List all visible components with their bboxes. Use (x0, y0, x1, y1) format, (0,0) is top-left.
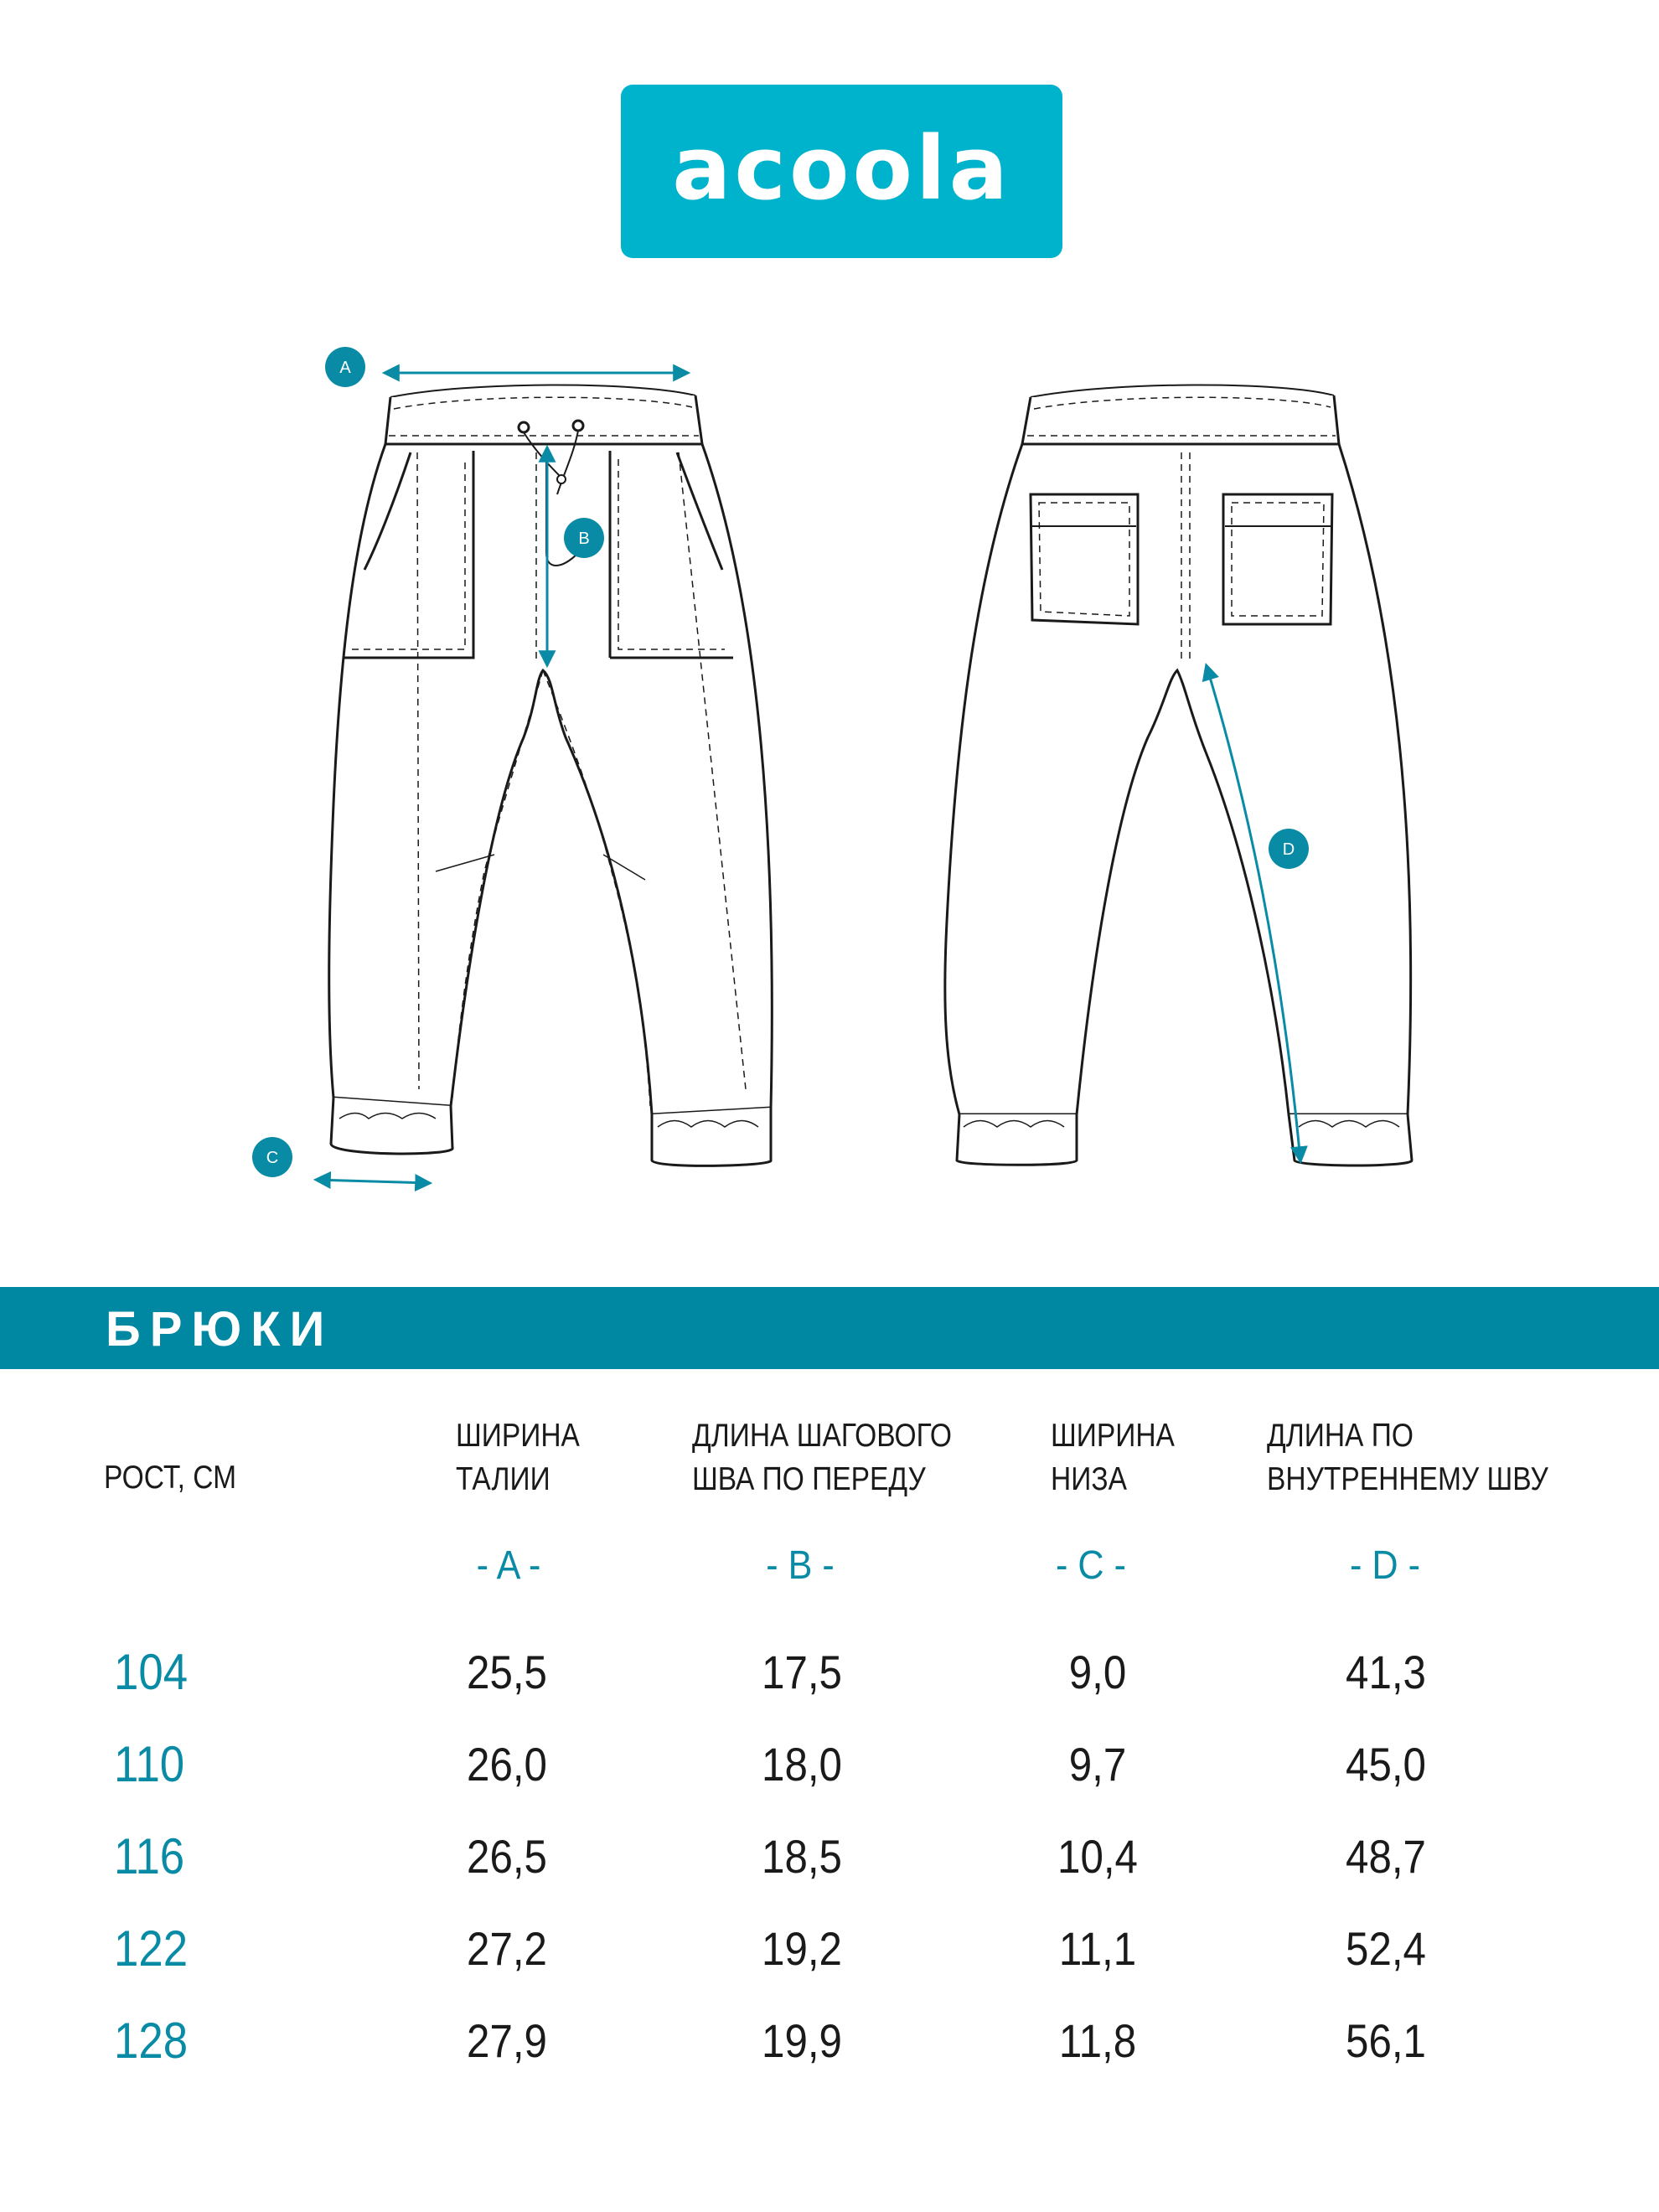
value-c: 9,0 (1068, 1646, 1127, 1698)
col-d-header-line1: ДЛИНА ПО (1267, 1418, 1414, 1454)
size-cell: 128 (114, 2013, 189, 2069)
value-a: 27,2 (467, 1922, 547, 1975)
value-b: 17,5 (762, 1646, 842, 1698)
col-b-header (692, 1414, 952, 1501)
brand-logo (621, 85, 1062, 258)
badge-d (1269, 829, 1309, 869)
value-b: 18,0 (762, 1738, 842, 1791)
pants-technical-drawing (0, 327, 1659, 1215)
value-d: 48,7 (1346, 1830, 1426, 1883)
col-a-letter: - A - (476, 1543, 541, 1588)
value-d: 45,0 (1346, 1738, 1426, 1791)
front-view (329, 385, 773, 1165)
svg-text:D: D (1282, 840, 1295, 859)
col-a-header (456, 1414, 580, 1501)
col-b-header-line1: ДЛИНА ШАГОВОГО (692, 1418, 952, 1454)
col-c-header-line2: НИЗА (1051, 1461, 1127, 1497)
value-b: 18,5 (762, 1830, 842, 1883)
svg-text:C: C (266, 1149, 279, 1167)
value-b: 19,2 (762, 1922, 842, 1975)
col-c-letter: - C - (1056, 1543, 1126, 1588)
col-d-header (1267, 1414, 1548, 1501)
value-a: 27,9 (467, 2014, 547, 2067)
product-title: БРЮКИ (106, 1302, 334, 1357)
value-c: 9,7 (1068, 1738, 1127, 1791)
size-cell: 110 (114, 1736, 185, 1792)
value-d: 41,3 (1346, 1646, 1426, 1698)
back-view (945, 385, 1412, 1165)
svg-text:A: A (339, 359, 351, 377)
col-a-header-line1: ШИРИНА (456, 1418, 580, 1454)
size-cell: 104 (114, 1644, 189, 1700)
col-d-letter: - D - (1350, 1543, 1420, 1588)
badge-a (325, 347, 365, 387)
value-c: 11,8 (1058, 2014, 1137, 2067)
value-c: 10,4 (1057, 1830, 1138, 1883)
value-a: 25,5 (467, 1646, 547, 1698)
value-c: 11,1 (1058, 1922, 1137, 1975)
value-b: 19,9 (762, 2014, 842, 2067)
size-cell: 122 (114, 1920, 189, 1977)
size-cell: 116 (114, 1828, 185, 1884)
value-d: 52,4 (1346, 1922, 1426, 1975)
col-d-header-line2: ВНУТРЕННЕМУ ШВУ (1267, 1461, 1548, 1497)
height-header: РОСТ, СМ (104, 1460, 237, 1496)
col-c-header-line1: ШИРИНА (1051, 1418, 1175, 1454)
badge-c (252, 1137, 292, 1177)
value-d: 56,1 (1346, 2014, 1426, 2067)
col-a-header-line2: ТАЛИИ (456, 1461, 550, 1497)
col-b-header-line2: ШВА ПО ПЕРЕДУ (692, 1461, 926, 1497)
value-a: 26,5 (467, 1830, 547, 1883)
title-band (0, 1287, 1659, 1369)
svg-text:B: B (578, 530, 590, 548)
value-a: 26,0 (467, 1738, 547, 1791)
col-c-header (1051, 1414, 1175, 1501)
logo-text: acoola (672, 116, 1011, 220)
col-b-letter: - B - (766, 1543, 835, 1588)
badge-b (564, 518, 604, 558)
